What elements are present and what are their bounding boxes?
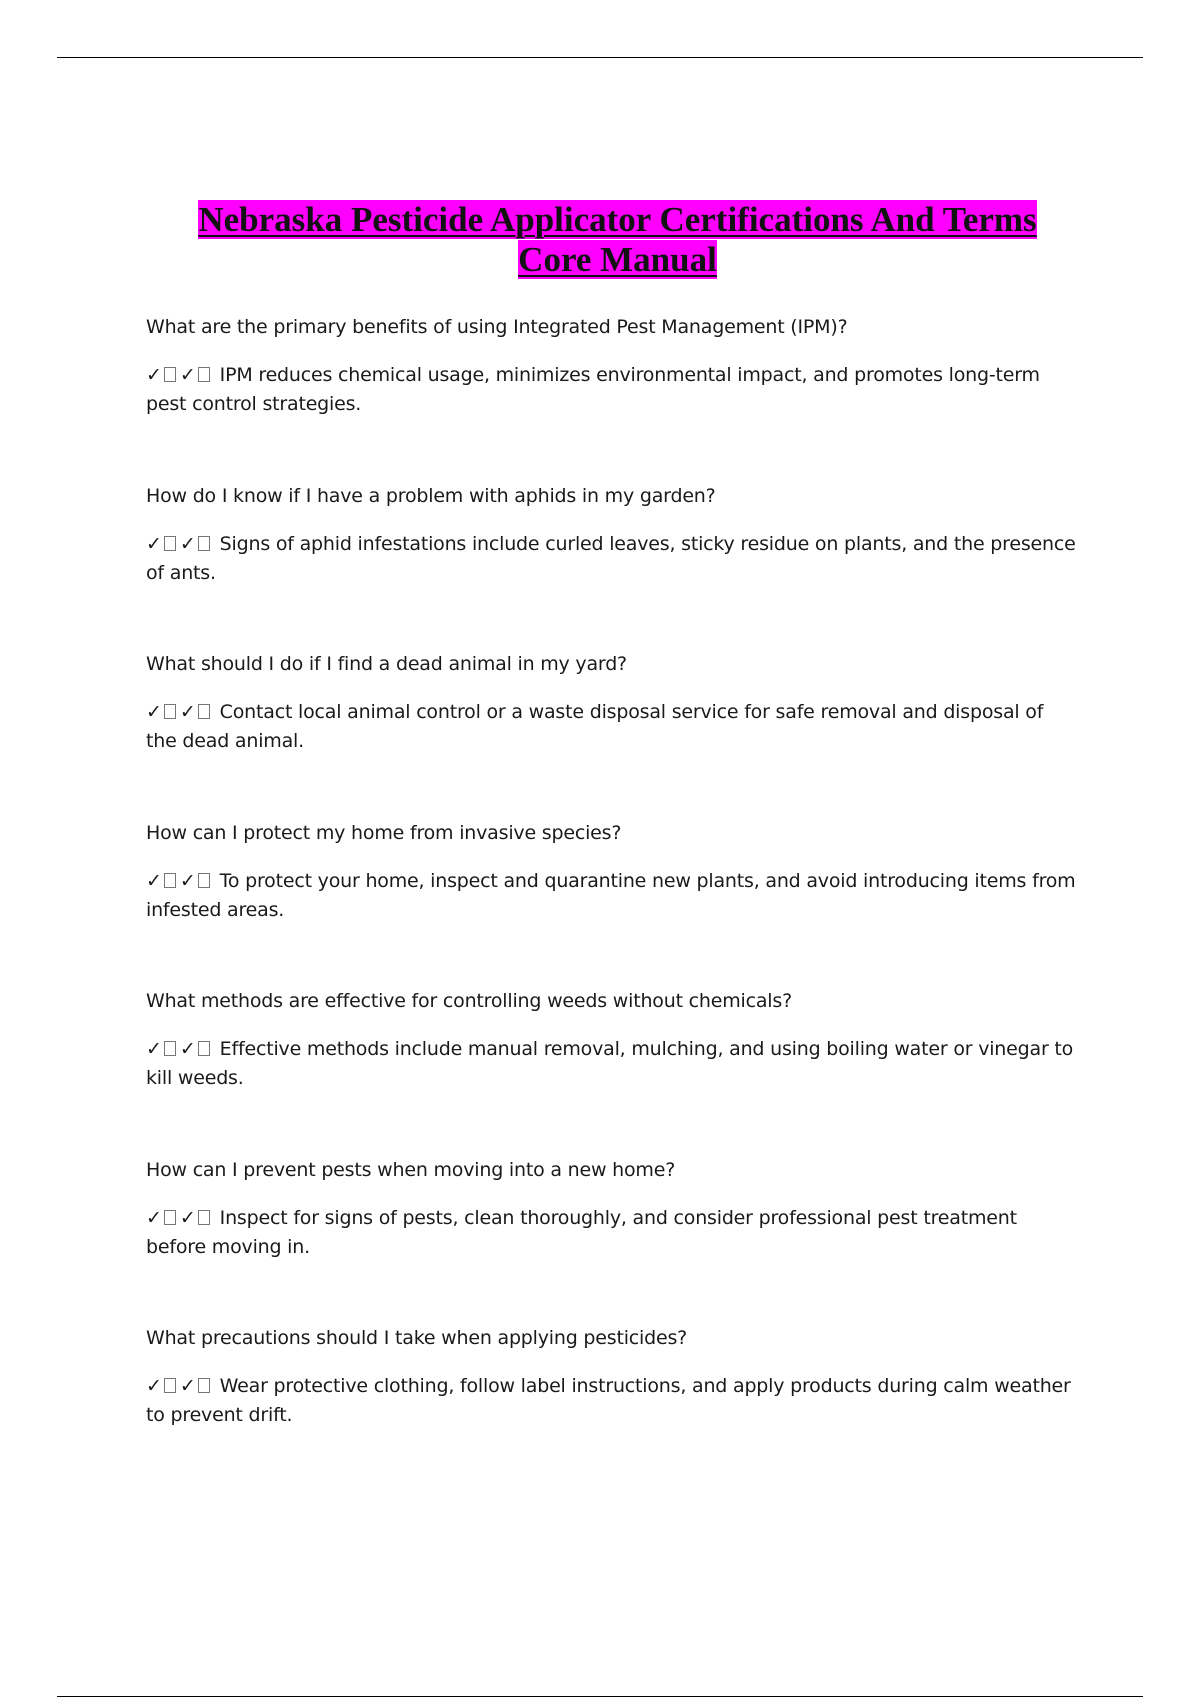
- qa-item: [146, 650, 1076, 819]
- answer-text: Effective methods include manual removal, mulching, and using boiling water or vinegar to kill weeds.: [146, 1038, 1074, 1089]
- missing-glyph-box-icon: [164, 1210, 176, 1225]
- missing-glyph-box-icon: [198, 367, 210, 382]
- check-icon: ✓: [146, 532, 162, 555]
- question-text: How do I know if I have a problem with aphids in my garden?: [146, 484, 716, 507]
- check-icon: ✓: [179, 1375, 196, 1397]
- check-icon: ✓: [146, 1375, 162, 1397]
- answer-text-block: [146, 698, 1076, 756]
- answer-text: To protect your home, inspect and quarantine new plants, and avoid introducing items from infested areas.: [146, 869, 1076, 921]
- answer-text: Signs of aphid infestations include curled leaves, sticky residue on plants, and the presence of ants.: [146, 532, 1076, 584]
- answer-text-block: [146, 1204, 1076, 1262]
- qa-item: [146, 819, 1076, 988]
- question-text: What are the primary benefits of using Integrated Pest Management (IPM)?: [146, 316, 848, 338]
- check-icon: ✓: [179, 869, 196, 892]
- qa-item: [146, 482, 1076, 651]
- question-text: How can I protect my home from invasive species?: [146, 821, 622, 844]
- missing-glyph-box-icon: [164, 367, 176, 382]
- missing-glyph-box-icon: [164, 873, 176, 888]
- document-title: [140, 200, 1095, 280]
- missing-glyph-box-icon: [198, 1210, 210, 1225]
- check-icon: ✓: [146, 364, 162, 386]
- missing-glyph-box-icon: [164, 704, 176, 719]
- answer-text-block: [146, 1035, 1076, 1093]
- missing-glyph-box-icon: [198, 704, 210, 719]
- qa-item: [146, 1156, 1076, 1325]
- check-icon: ✓: [146, 1038, 162, 1060]
- qa-item: [146, 313, 1076, 482]
- missing-glyph-box-icon: [198, 1041, 210, 1056]
- check-icon: ✓: [146, 1206, 162, 1229]
- answer-text: Wear protective clothing, follow label instructions, and apply products during calm weather to prevent drift.: [146, 1375, 1071, 1426]
- missing-glyph-box-icon: [164, 536, 176, 551]
- qa-item: [146, 987, 1076, 1156]
- qa-list: [146, 313, 1076, 1493]
- check-icon: ✓: [179, 701, 196, 723]
- missing-glyph-box-icon: [164, 1378, 176, 1393]
- missing-glyph-box-icon: [198, 873, 210, 888]
- answer-text: Inspect for signs of pests, clean thoroughly, and consider professional pest treatment before moving in.: [146, 1206, 1017, 1258]
- answer-text: IPM reduces chemical usage, minimizes environmental impact, and promotes long-term pest control strategies.: [146, 364, 1040, 415]
- missing-glyph-box-icon: [164, 1041, 176, 1056]
- qa-item: [146, 1324, 1076, 1493]
- title-line-1: Nebraska Pesticide Applicator Certifications And Terms: [198, 200, 1037, 239]
- answer-text-block: [146, 1372, 1076, 1430]
- question-text: What methods are effective for controlling weeds without chemicals?: [146, 990, 792, 1012]
- answer-text-block: [146, 361, 1076, 419]
- top-rule: [57, 57, 1143, 58]
- check-icon: ✓: [179, 1206, 196, 1229]
- answer-text-block: [146, 530, 1076, 588]
- check-icon: ✓: [146, 869, 162, 892]
- missing-glyph-box-icon: [198, 536, 210, 551]
- check-icon: ✓: [179, 364, 196, 386]
- question-text: What should I do if I find a dead animal in my yard?: [146, 653, 627, 675]
- bottom-rule: [57, 1696, 1143, 1697]
- title-line-2: Core Manual: [518, 240, 717, 279]
- check-icon: ✓: [146, 701, 162, 723]
- check-icon: ✓: [179, 1038, 196, 1060]
- question-text: What precautions should I take when applying pesticides?: [146, 1327, 688, 1349]
- answer-text-block: [146, 867, 1076, 925]
- question-text: How can I prevent pests when moving into a new home?: [146, 1158, 676, 1181]
- answer-text: Contact local animal control or a waste disposal service for safe removal and disposal of the dead animal.: [146, 701, 1044, 752]
- missing-glyph-box-icon: [198, 1378, 210, 1393]
- check-icon: ✓: [179, 532, 196, 555]
